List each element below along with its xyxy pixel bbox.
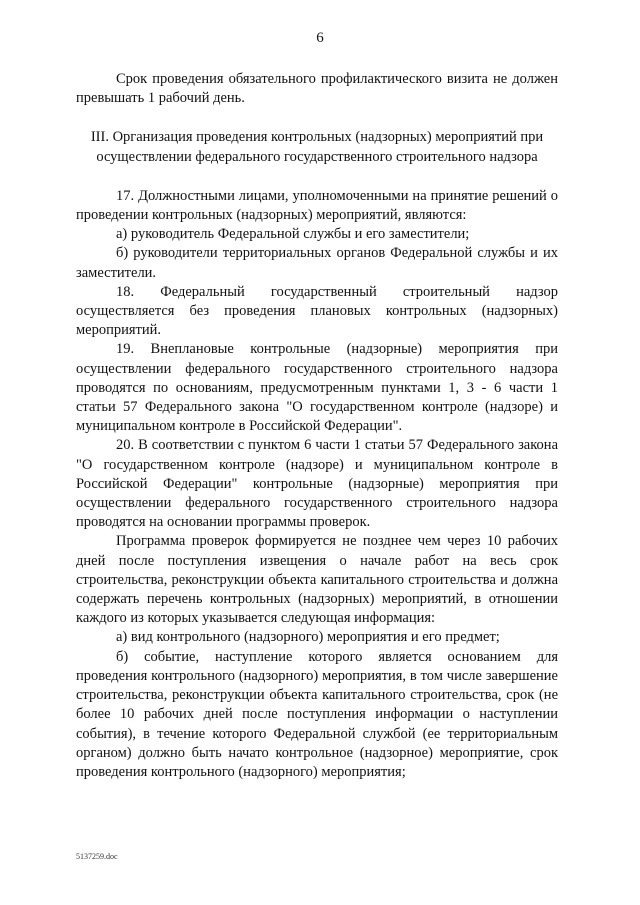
paragraph-program: Программа проверок формируется не позднее чем через 10 рабочих дней после поступления извещения о начале работ на весь срок строительства, реконструкции объекта капитального строительства и должна содержать перечень контрольных (надзорных) мероприятий, в отношении каждого из которых указывается следующая информация: (76, 533, 558, 627)
paragraph-19: 19. Внеплановые контрольные (надзорные) мероприятия при осуществлении федерального государственного строительного надзора проводятся по основаниям, предусмотренным пунктами 1, 3 - 6 части 1 статьи 57 Федерального закона "О государственном контроле (надзоре) и муниципальном контроле в Российской Федерации". (76, 341, 558, 435)
paragraph-17-b: б) руководители территориальных органов Федеральной службы и их заместители. (76, 245, 558, 281)
paragraph-visit-duration: Срок проведения обязательного профилактического визита не должен превышать 1 рабочий день. (76, 71, 558, 107)
paragraph-17: 17. Должностными лицами, уполномоченными на принятие решений о проведении контрольных (надзорных) мероприятий, являются: (76, 187, 558, 224)
file-name-footer: 5137259.doc (76, 852, 118, 861)
paragraph-18: 18. Федеральный государственный строительный надзор осуществляется без проведения плановых контрольных (надзорных) мероприятий. (76, 283, 558, 339)
paragraph-20: 20. В соответствии с пунктом 6 части 1 статьи 57 Федерального закона "О государственном контроле (надзоре) и муниципальном контроле в Российской Федерации" контрольные (надзорные) мероприятия при осуществлении федерального государственного строительного надзора проводятся на основании программы проверок. (76, 437, 558, 531)
document-body (76, 70, 558, 782)
paragraph-17-a: а) руководитель Федеральной службы и его заместители; (116, 226, 470, 243)
paragraph-program-b: б) событие, наступление которого является основанием для проведения контрольного (надзорного) мероприятия, в том числе завершение строительства, реконструкции объекта капитального строительства, срок (не более 10 рабочих дней после поступления информации о наступлении события), в течение которого Федеральной службой (ее территориальным органом) должно быть начато контрольное (надзорное) мероприятие, срок проведения контрольного (надзорного) мероприятия; (76, 648, 558, 780)
page-number: 6 (316, 30, 324, 46)
section-heading: III. Организация проведения контрольных (надзорных) мероприятий при осуществлении федерального государственного строительного надзора (90, 129, 544, 165)
paragraph-program-a: а) вид контрольного (надзорного) мероприятия и его предмет; (116, 629, 500, 646)
